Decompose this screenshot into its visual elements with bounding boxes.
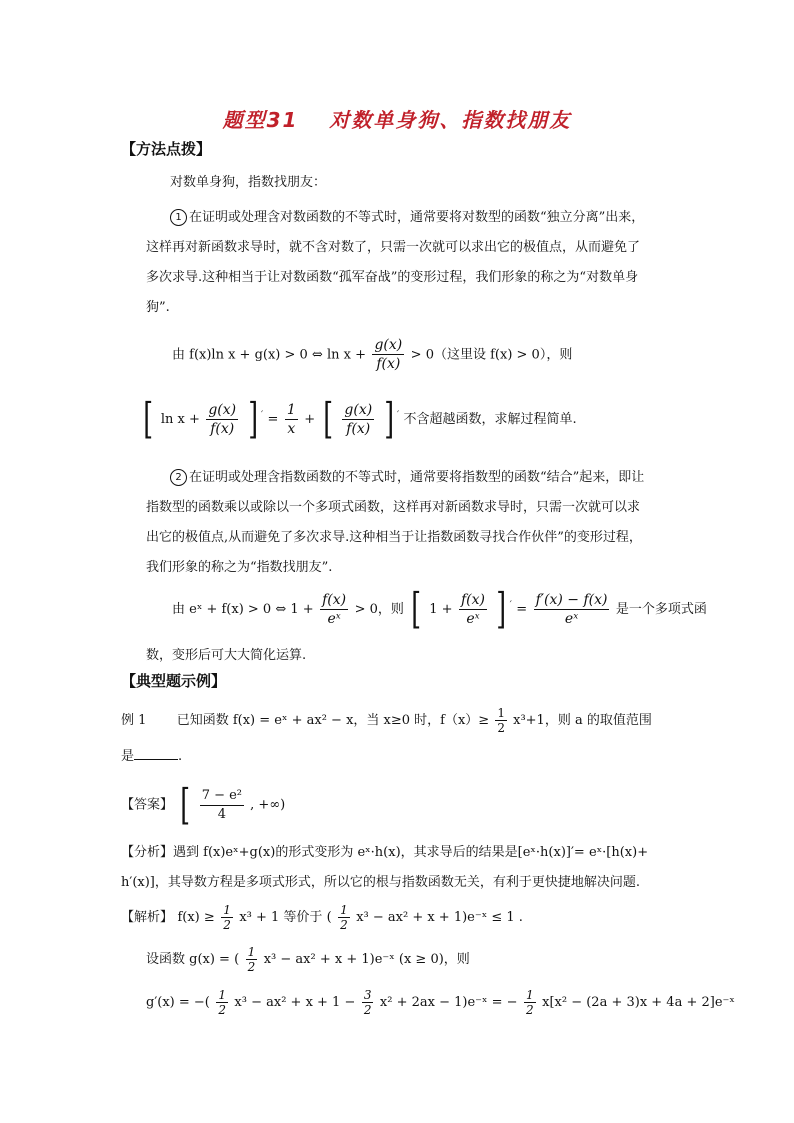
- eq3-mid: > 0，则: [354, 602, 404, 617]
- eq3-fraction-2: [459, 591, 487, 628]
- example-label: 例 1: [121, 713, 147, 728]
- page-title: 题型31 对数单身狗、指数找朋友: [222, 108, 572, 132]
- sol-l2-b: x³ − ax² + x + 1)e⁻ˣ (x ≥ 0)，则: [263, 952, 470, 967]
- eq3-comment: 是一个多项式函: [615, 602, 707, 617]
- intro-text: 对数单身狗，指数找朋友：: [170, 175, 327, 190]
- eq3-equals: =: [516, 602, 528, 617]
- eq2-denominator: f(x): [210, 420, 235, 437]
- eq3-right-bracket: ]: [496, 584, 507, 633]
- eq1-denominator: f(x): [376, 356, 401, 372]
- sol-l3-half: [216, 988, 228, 1017]
- para2-line3: 出它的极值点,从而避免了多次求导.这种相当于让指数函数寻找合作伙伴”的变形过程，: [146, 530, 642, 545]
- eq2-denominator-2: f(x): [346, 420, 371, 437]
- equation-3: 由 eˣ + f(x) > 0 ⇔ 1 + $\frac{f(x)}{\text{eˣ}}$ > 0，则 [ 1 + $\frac{f(x)}{\text{eˣ}}$ ] ′ = $\frac{f'(x) - f(x)}{\text{eˣ}}$ 是一个多项式函: [172, 584, 707, 633]
- eq2-numerator-2: g(x): [344, 401, 373, 418]
- section-method-heading: 【方法点拨】: [121, 140, 212, 158]
- eq2-numerator: g(x): [208, 401, 237, 418]
- half-num: 1: [247, 944, 256, 959]
- right-bracket-2: ]: [383, 394, 394, 443]
- answer-label: 【答案】: [121, 797, 174, 813]
- answer-tail: , +∞): [250, 797, 286, 813]
- eq1-left: 由 f(x)ln x + g(x) > 0 ⇔ ln x +: [172, 347, 366, 363]
- eq2-fraction-2: [342, 401, 374, 438]
- eq3-numerator-2: f(x): [460, 591, 485, 608]
- para1-line4: 狗”.: [146, 300, 170, 315]
- solution-line2: [146, 944, 470, 975]
- solution-line3: [146, 987, 735, 1018]
- answer-denominator: 4: [217, 806, 226, 822]
- answer-blank: [134, 745, 178, 760]
- eq3-fraction: [320, 591, 348, 628]
- eq3-fraction-3: [534, 591, 610, 628]
- sol-l3-b: x³ − ax² + x + 1 −: [234, 995, 356, 1010]
- eq2-fraction: [206, 401, 238, 438]
- three-num: 3: [363, 987, 372, 1002]
- example-1-line1: [121, 706, 652, 736]
- eq2-lnx: ln x +: [160, 412, 200, 427]
- eq3-line2: 数，变形后可大大简化运算.: [146, 648, 307, 663]
- half-den: 2: [223, 917, 231, 932]
- analysis-line1: [121, 838, 648, 868]
- answer-numerator: 7 − e²: [200, 787, 244, 806]
- sol-l3-a: g′(x) = −(: [146, 995, 210, 1010]
- circled-number-2: 2: [170, 469, 187, 486]
- half-den: 2: [247, 959, 256, 974]
- solution-line1: [121, 902, 523, 933]
- answer-row: [121, 780, 286, 829]
- left-bracket-2: [: [322, 394, 333, 443]
- eq2-x: x: [287, 420, 296, 437]
- half-num: 1: [526, 987, 534, 1002]
- example-1-line2: 是 .: [121, 742, 182, 772]
- eq3-left: 由 eˣ + f(x) > 0 ⇔ 1 +: [172, 602, 314, 617]
- para2-line1: [170, 463, 644, 493]
- half-den: 2: [218, 1002, 226, 1017]
- para1-line1: [170, 203, 644, 233]
- analysis-text: 遇到 f(x)eˣ+g(x)的形式变形为 eˣ·h(x)，其求导后的结果是[eˣ·h(x)]′= eˣ·[h(x)+: [173, 845, 649, 860]
- para1-line2: 这样再对新函数求导时，就不含对数了，只需一次就可以求出它的极值点，从而避免了: [146, 240, 641, 255]
- eq3-numerator-3: f′(x) − f(x): [535, 591, 608, 608]
- solution-label: 【解析】: [121, 910, 174, 925]
- example-line2-text: 是: [121, 749, 135, 764]
- para2-line4: 我们形象的称之为“指数找朋友”.: [146, 560, 333, 575]
- sol-l1-c: x³ − ax² + x + 1)e⁻ˣ ≤ 1 .: [356, 910, 523, 925]
- eq2-equals: =: [267, 412, 279, 427]
- eq2-plus: +: [304, 412, 316, 427]
- section-example-heading: 【典型题示例】: [121, 672, 227, 690]
- para2-text: 在证明或处理含指数函数的不等式时，通常要将指数型的函数“结合”起来，即让: [189, 470, 645, 485]
- eq3-left-bracket: [: [411, 584, 422, 633]
- sol-l1-a: f(x) ≥: [177, 910, 215, 925]
- analysis-label: 【分析】: [121, 845, 174, 860]
- para2-line2: 指数型的函数乘以或除以一个多项式函数，这样再对新函数求导时，只需一次就可以求: [146, 500, 641, 515]
- sol-l1-b: x³ + 1 等价于 (: [239, 910, 332, 925]
- sol-l1-half-2: [338, 903, 350, 932]
- half-num: 1: [340, 902, 348, 917]
- sol-l2-half: [246, 945, 258, 974]
- para1-text: 在证明或处理含对数函数的不等式时，通常要将对数型的函数“独立分离”出来，: [189, 210, 645, 225]
- equation-1: [172, 336, 572, 373]
- left-bracket: [: [143, 394, 154, 443]
- half-num: 1: [497, 706, 505, 720]
- eq3-denominator-2: eˣ: [466, 610, 480, 627]
- eq3-denominator-3: eˣ: [564, 610, 579, 627]
- equation-2: [ ln x + $\frac{g(x)}{f(x)}$ ] ′ = $\frac{1}{x}$ + [ $\frac{g(x)}{f(x)}$ ] ′ 不含超越函数，求解过程简单.: [143, 394, 577, 443]
- answer-fraction: [200, 787, 244, 824]
- example-text-2: x³+1，则 a 的取值范围: [513, 713, 652, 728]
- eq2-fraction-1x: [285, 401, 298, 438]
- answer-left-bracket: [: [180, 780, 191, 829]
- example-half: [495, 706, 507, 735]
- sol-l3-d: x[x² − (2a + 3)x + 4a + 2]e⁻ˣ: [542, 995, 735, 1010]
- eq3-one-plus: 1 +: [429, 602, 453, 617]
- half-den: 2: [497, 721, 505, 735]
- example-text: 已知函数 f(x) = eˣ + ax² − x，当 x≥0 时，f（x）≥: [176, 713, 490, 728]
- eq1-numerator: g(x): [374, 337, 403, 353]
- half-den: 2: [340, 917, 348, 932]
- half-den: 2: [363, 1002, 372, 1017]
- sol-l3-c: x² + 2ax − 1)e⁻ˣ = −: [379, 995, 518, 1010]
- half-num: 1: [223, 902, 231, 917]
- right-bracket: ]: [247, 394, 258, 443]
- sol-l3-half-2: [524, 988, 536, 1017]
- sol-l2-a: 设函数 g(x) = (: [146, 952, 240, 967]
- eq3-denominator: eˣ: [327, 610, 341, 627]
- para1-line3: 多次求导.这种相当于让对数函数“孤军奋战”的变形过程，我们形象的称之为“对数单身: [146, 270, 639, 285]
- sol-l1-half: [221, 903, 233, 932]
- eq2-comment: 不含超越函数，求解过程简单.: [403, 412, 577, 427]
- sol-l3-three-half: [362, 988, 374, 1017]
- eq1-right: > 0（这里设 f(x) > 0），则: [410, 347, 573, 363]
- analysis-line2: h′(x)]，其导数方程是多项式形式，所以它的根与指数函数无关，有利于更快捷地解决问题.: [121, 875, 641, 890]
- circled-number-1: 1: [170, 209, 187, 226]
- half-num: 1: [218, 987, 226, 1002]
- half-den: 2: [526, 1002, 534, 1017]
- eq3-numerator: f(x): [322, 591, 347, 608]
- eq2-one: 1: [286, 401, 296, 418]
- eq1-fraction: [372, 336, 404, 373]
